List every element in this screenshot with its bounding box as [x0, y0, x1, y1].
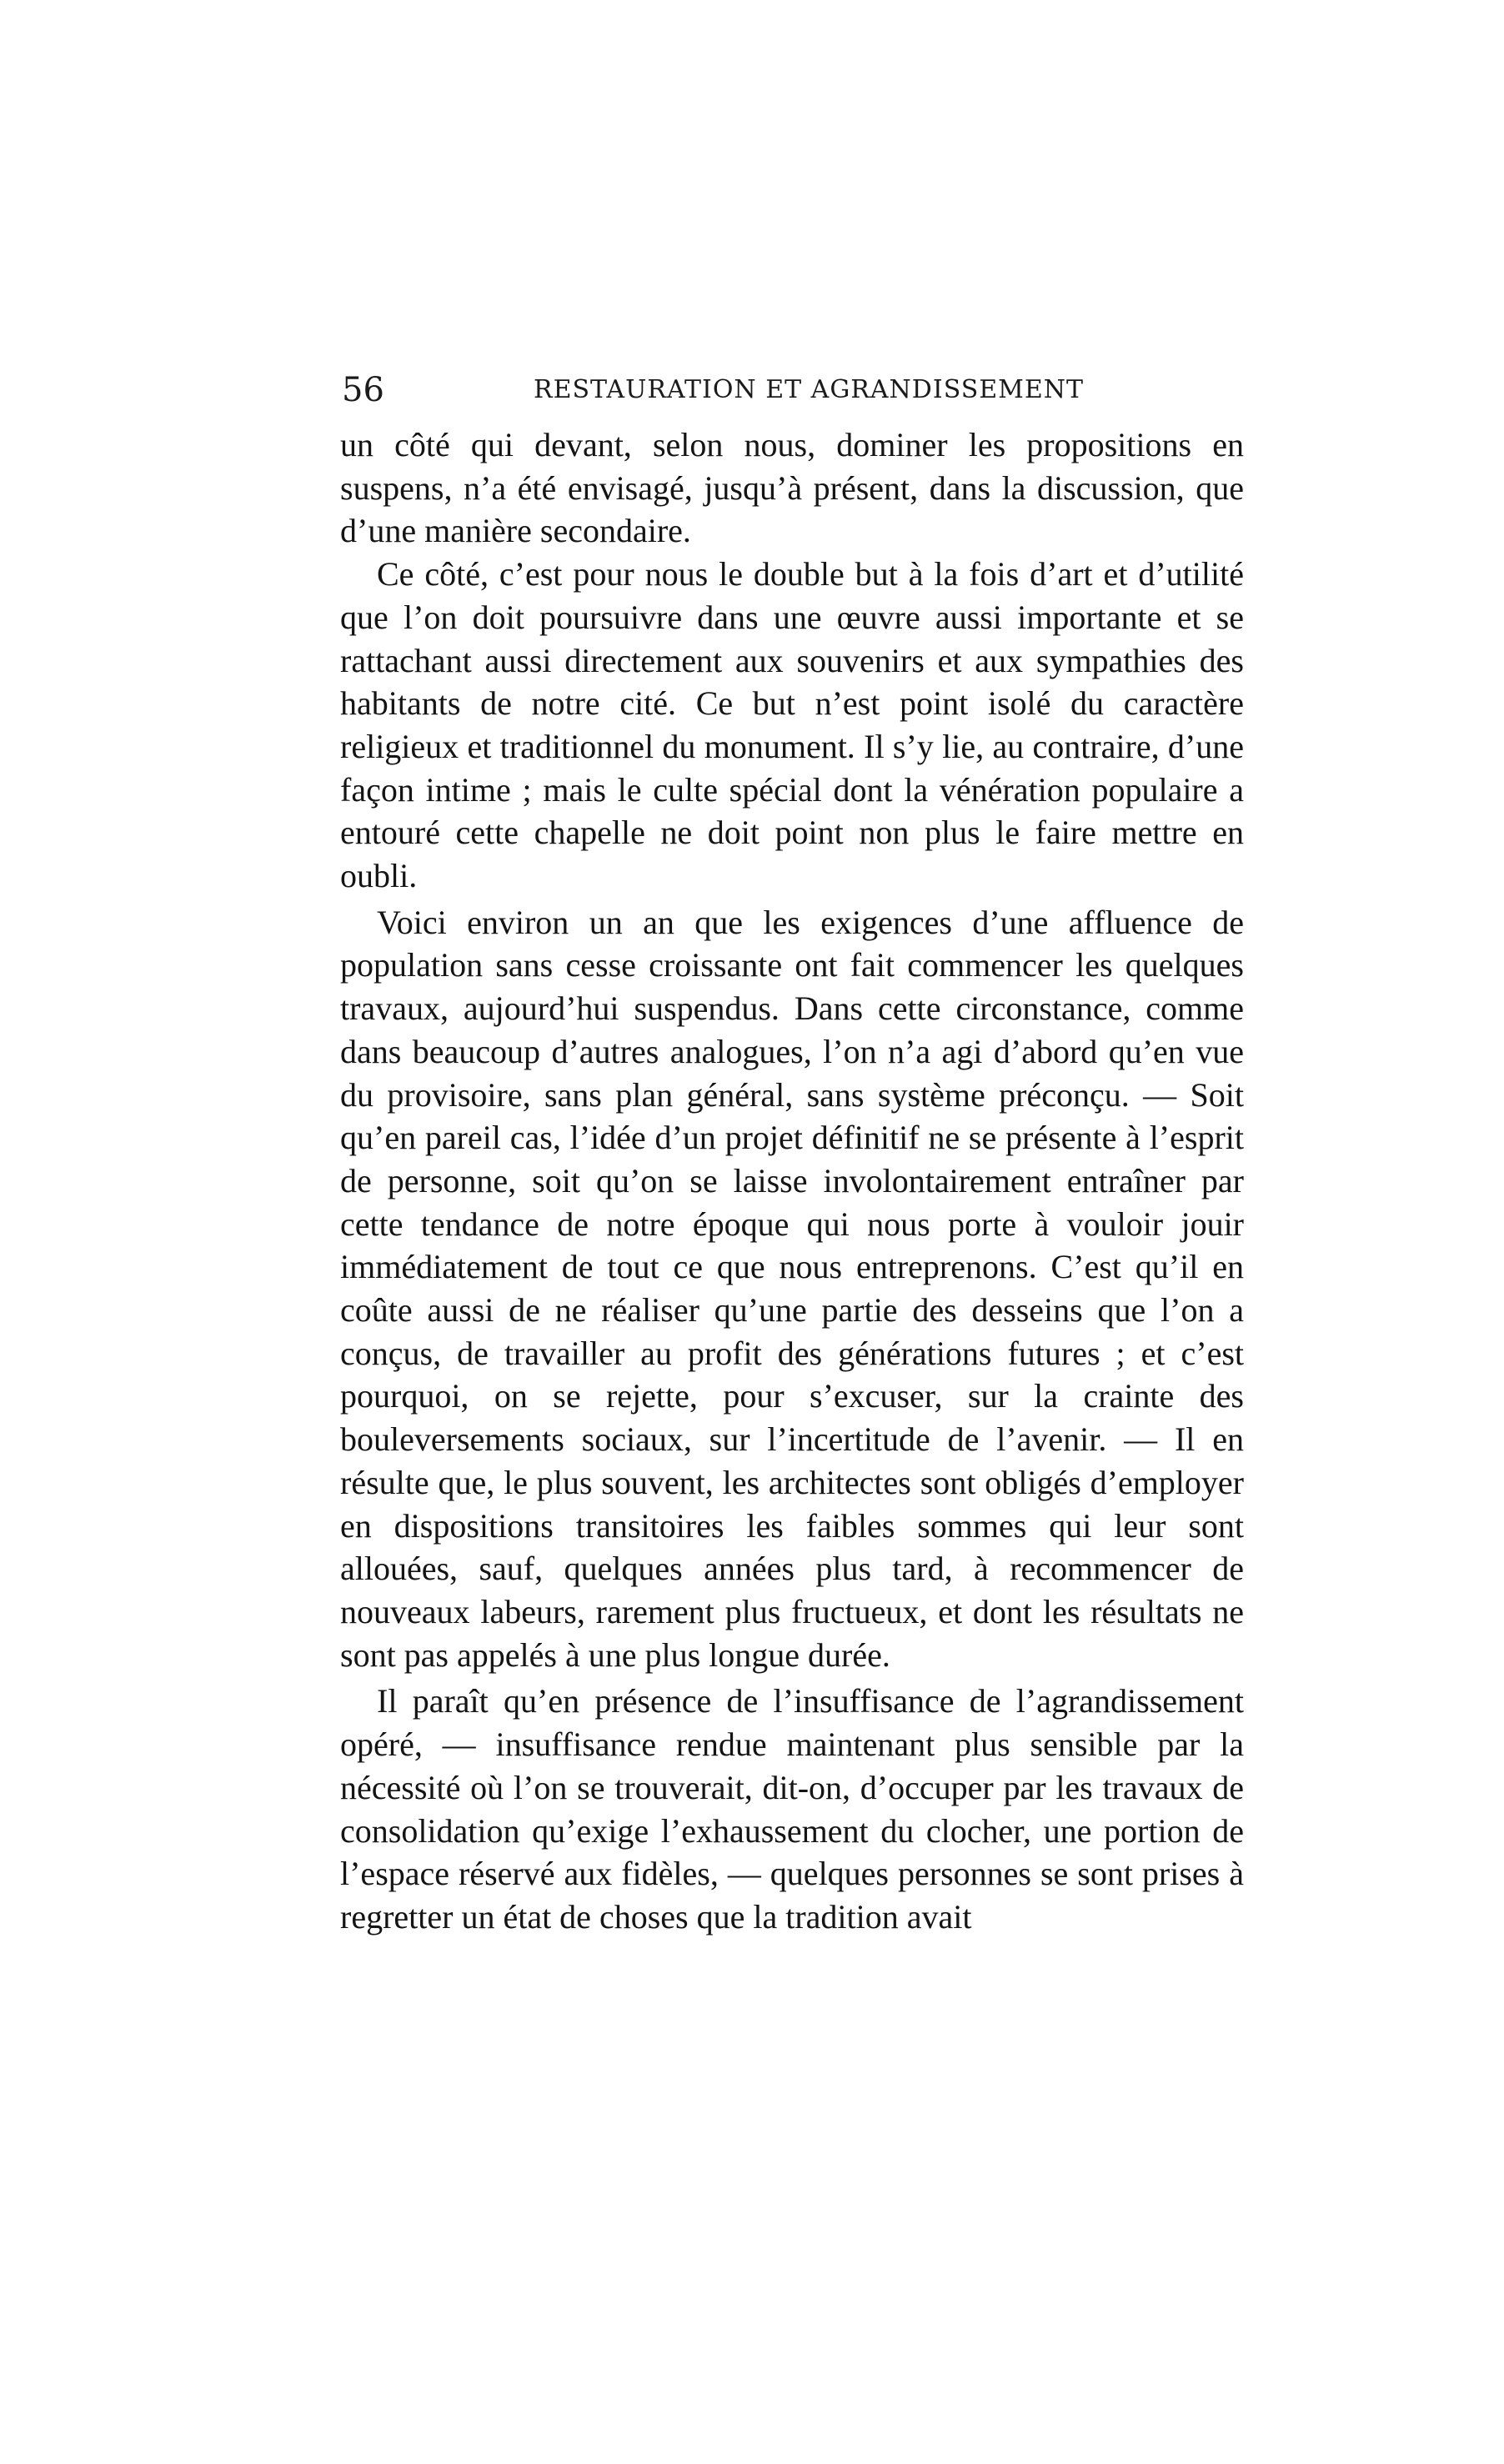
running-title: RESTAURATION ET AGRANDISSEMENT	[534, 375, 1085, 404]
paragraph-continuation: un côté qui devant, selon nous, dominer les propositions en suspens, n’a été envisagé, jusqu’à présent, dans la discussion, que d’une manière secondaire.	[340, 426, 1244, 550]
paragraph: Voici environ un an que les exigences d’une affluence de population sans cesse croissante ont fait commencer les quelques travaux, aujourd’hui suspendus. Dans cette circonstance, comme dans beaucoup d’autres analogues, l’on n’a agi d’abord qu’en vue du provisoire, sans plan général, sans système préconçu. — Soit qu’en pareil cas, l’idée d’un projet définitif ne se présente à l’esprit de personne, soit qu’on se laisse involontairement entraîner par cette tendance de notre époque qui nous porte à vouloir jouir immédiatement de tout ce que nous entreprenons. C’est qu’il en coûte aussi de ne réaliser qu’une partie des desseins que l’on a conçus, de travailler au profit des générations futures ; et c’est pourquoi, on se rejette, pour s’excuser, sur la crainte des bouleversements sociaux, sur l’incertitude de l’avenir. — Il en résulte que, le plus souvent, les architectes sont obligés d’employer en dispositions transitoires les faibles sommes qui leur sont allouées, sauf, quelques années plus tard, à recommencer de nouveaux labeurs, rarement plus fructueux, et dont les résultats ne sont pas appelés à une plus longue durée.	[340, 903, 1244, 1674]
body-text	[340, 423, 1244, 1939]
page-header	[342, 365, 1244, 415]
paragraph: Il paraît qu’en présence de l’insuffisance de l’agrandissement opéré, — insuffisance rendue maintenant plus sensible par la nécessité où l’on se trouverait, dit-on, d’occuper par les travaux de consolidation qu’exige l’exhaussement du clocher, une portion de l’espace réservé aux fidèles, — quelques personnes se sont prises à regretter un état de choses que la tradition avait	[340, 1682, 1244, 1936]
page-number: 56	[342, 371, 384, 409]
paragraph: Ce côté, c’est pour nous le double but à la fois d’art et d’utilité que l’on doit poursuivre dans une œuvre aussi importante et se rattachant aussi directement aux souvenirs et aux sympathies des habitants de notre cité. Ce but n’est point isolé du caractère religieux et traditionnel du monument. Il s’y lie, au contraire, d’une façon intime ; mais le culte spécial dont la vénération populaire a entouré cette chapelle ne doit point non plus le faire mettre en oubli.	[340, 555, 1244, 895]
